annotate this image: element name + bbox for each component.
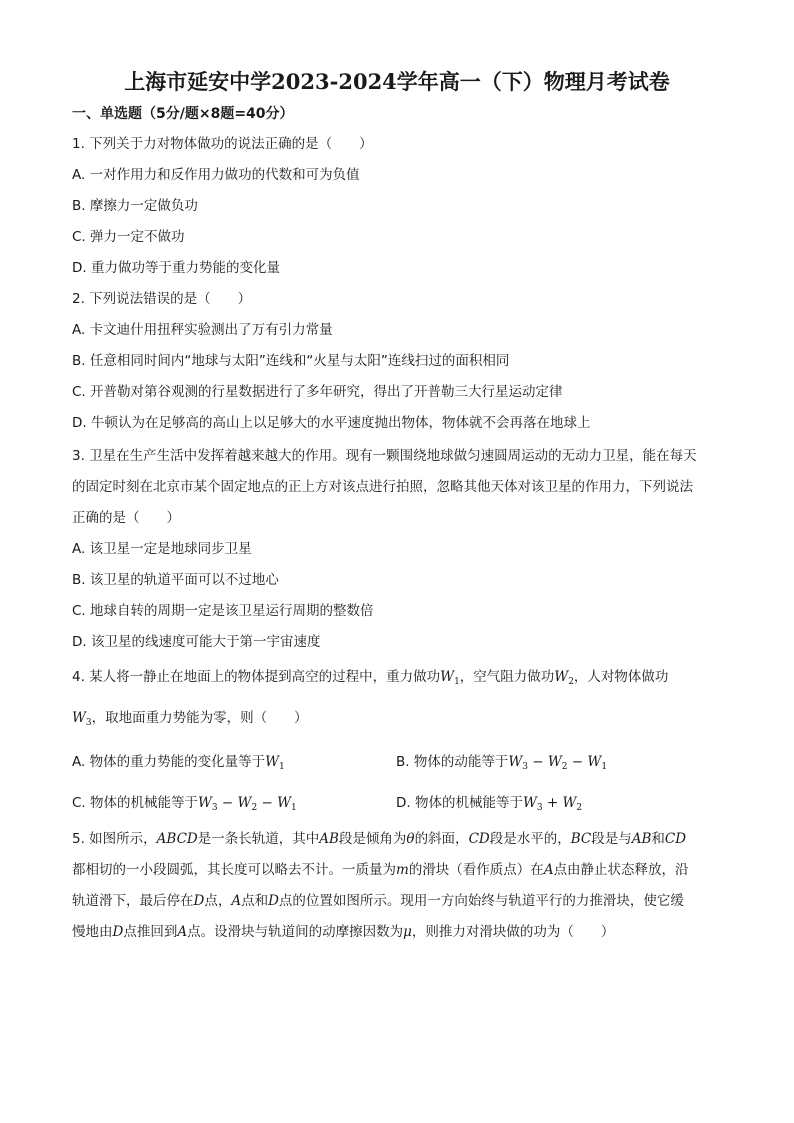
question-3-stem-line-3: 正确的是（ ） (72, 510, 180, 526)
question-5-stem-line-1: 5. 如图所示，ABCD是一条长轨道，其中AB段是倾角为θ的斜面，CD段是水平的，BC段是与AB和CD (72, 831, 687, 847)
question-1-option-c: C. 弹力一定不做功 (72, 229, 185, 245)
question-4-option-d: D. 物体的机械能等于$W_3 + W_2$ (396, 795, 583, 813)
question-3-option-a: A. 该卫星一定是地球同步卫星 (72, 541, 252, 557)
question-3-stem-line-2: 的固定时刻在北京市某个固定地点的正上方对该点进行拍照，忽略其他天体对该卫星的作用力，下列说法 (72, 479, 693, 495)
question-4-option-a: A. 物体的重力势能的变化量等于$W_1$ (72, 754, 285, 772)
work-w2: $W_2$ (554, 669, 574, 687)
question-2-stem: 2. 下列说法错误的是（ ） (72, 291, 252, 307)
work-w3: $W_3$ (72, 710, 92, 728)
question-4-stem-line-1: 4. 某人将一静止在地面上的物体提到高空的过程中，重力做功$W_1$，空气阻力做功$W_2$，人对物体做功 (72, 669, 669, 687)
question-1-stem: 1. 下列关于力对物体做功的说法正确的是（ ） (72, 136, 373, 152)
question-2-option-a: A. 卡文迪什用扭秤实验测出了万有引力常量 (72, 322, 333, 338)
question-5-stem-line-3: 轨道滑下，最后停在D点，A点和D点的位置如图所示。现用一方向始终与轨道平行的力推滑块，使它缓 (72, 893, 684, 909)
question-1-option-b: B. 摩擦力一定做负功 (72, 198, 198, 214)
question-5-stem-line-4: 慢地由D点推回到A点。设滑块与轨道间的动摩擦因数为μ，则推力对滑块做的功为（ ） (72, 924, 615, 940)
question-3-option-d: D. 该卫星的线速度可能大于第一宇宙速度 (72, 634, 321, 650)
question-2-option-c: C. 开普勒对第谷观测的行星数据进行了多年研究，得出了开普勒三大行星运动定律 (72, 384, 563, 400)
page-title: 上海市延安中学2023-2024学年高一（下）物理月考试卷 (124, 69, 670, 94)
question-4-option-c: C. 物体的机械能等于$W_3 - W_2 - W_1$ (72, 795, 297, 813)
question-1-option-a: A. 一对作用力和反作用力做功的代数和可为负值 (72, 167, 360, 183)
question-1-option-d: D. 重力做功等于重力势能的变化量 (72, 260, 280, 276)
question-2-option-b: B. 任意相同时间内“地球与太阳”连线和“火星与太阳”连线扫过的面积相同 (72, 353, 510, 369)
question-3-option-c: C. 地球自转的周期一定是该卫星运行周期的整数倍 (72, 603, 374, 619)
question-4-stem-line-2: $W_3$，取地面重力势能为零，则（ ） (72, 710, 308, 728)
section-heading: 一、单选题（5分/题×8题=40分） (72, 106, 294, 122)
question-3-stem-line-1: 3. 卫星在生产生活中发挥着越来越大的作用。现有一颗围绕地球做匀速圆周运动的无动力卫星，能在每天 (72, 448, 697, 464)
question-4-option-b: B. 物体的动能等于$W_3 - W_2 - W_1$ (396, 754, 608, 772)
question-2-option-d: D. 牛顿认为在足够高的高山上以足够大的水平速度抛出物体，物体就不会再落在地球上 (72, 415, 591, 431)
question-3-option-b: B. 该卫星的轨道平面可以不过地心 (72, 572, 279, 588)
work-w1: $W_1$ (440, 669, 460, 687)
question-5-stem-line-2: 都相切的一小段圆弧，其长度可以略去不计。一质量为m的滑块（看作质点）在A点由静止状态释放，沿 (72, 862, 689, 878)
